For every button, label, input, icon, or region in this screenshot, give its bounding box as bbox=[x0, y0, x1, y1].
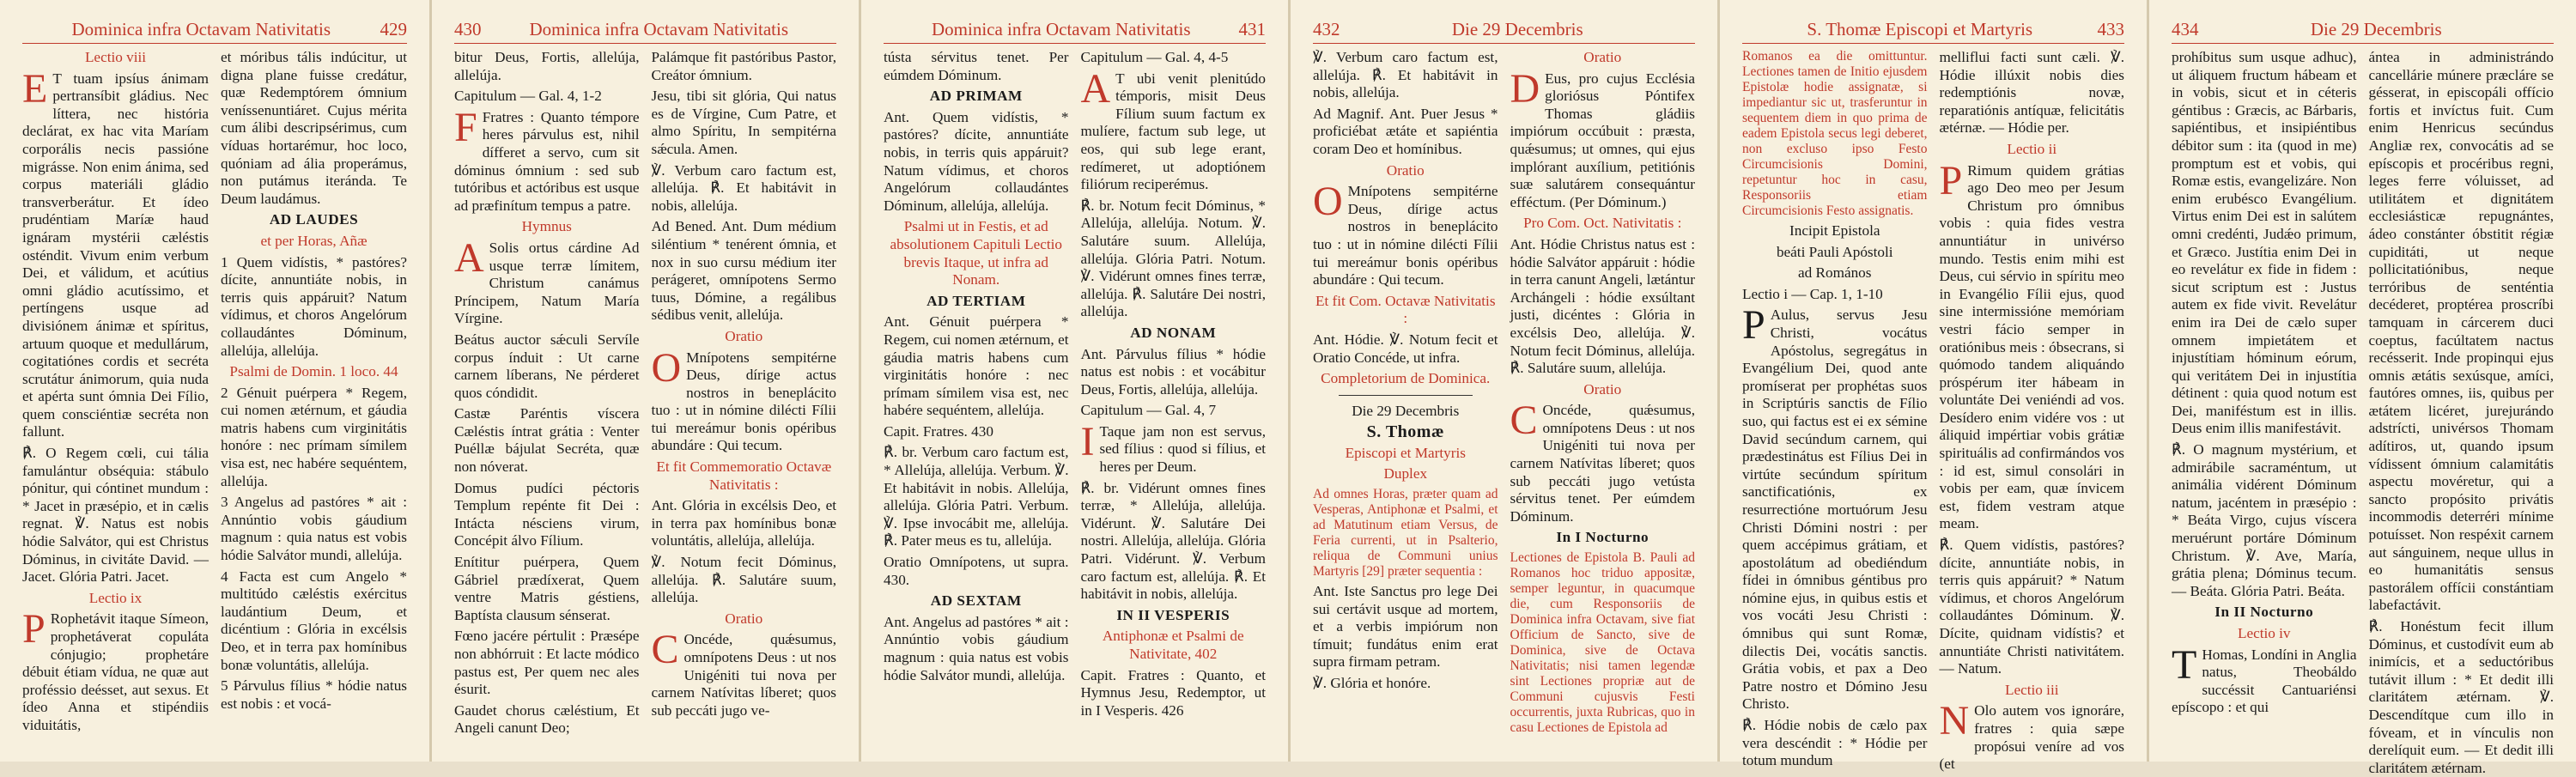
rubric-heading: Lectio viii bbox=[84, 49, 147, 65]
page-432 bbox=[1288, 0, 1717, 762]
drop-cap: P bbox=[1939, 157, 1963, 203]
drop-cap: A bbox=[1080, 65, 1111, 112]
paragraph-with-initial bbox=[454, 234, 640, 328]
paragraph-with-initial bbox=[1742, 302, 1928, 713]
rubric-heading: Psalmi ut in Festis, et ad absolutionem Capituli Lectio brevis Itaque, ut infra ad Nonam. bbox=[890, 218, 1062, 288]
drop-cap: P bbox=[1742, 302, 1765, 349]
text-column bbox=[2368, 49, 2555, 776]
page-433 bbox=[1717, 0, 2147, 773]
running-header bbox=[884, 19, 1266, 44]
rubric-heading: Oratio bbox=[1386, 161, 1425, 179]
paragraph: Gaudet chorus cæléstium, Et Angeli canunt Deo; bbox=[454, 701, 640, 737]
paragraph: Capitulum — Gal. 4, 7 bbox=[1080, 402, 1217, 419]
paragraph: Ant. Angelus ad pastóres * ait : Annúntio vobis gáudium magnum : quia natus est vobis hódie Salvátor mundi, allelúja. bbox=[884, 613, 1069, 683]
drop-cap: F bbox=[454, 104, 477, 150]
section-heading: AD SEXTAM bbox=[930, 592, 1022, 610]
rubric-heading: Psalmi de Domin. 1 loco. 44 bbox=[229, 363, 398, 380]
section-rule bbox=[1339, 395, 1473, 396]
rubric-heading: Pro Com. Oct. Nativitatis : bbox=[1523, 215, 1682, 232]
paragraph: Beátus auctor sǽculi Servíle corpus índuit : Ut carne carnem líberans, Ne pérderet quos cóndidit. bbox=[454, 331, 640, 401]
paragraph: Lectio i — Cap. 1, 1-10 bbox=[1742, 285, 1883, 302]
rubric-heading: et per Horas, Añæ bbox=[260, 232, 368, 249]
paragraph: Ant. Génuit puérpera * Regem, cui nomen ætérnum, et gáudia matris habens cum virginitátis honóre : nec prímam símilem visa est, nec habére sequéntem, allelúja. bbox=[884, 313, 1069, 419]
header-title: Dominica infra Octavam Nativitatis bbox=[932, 19, 1191, 39]
paragraph-with-initial bbox=[1939, 157, 2125, 533]
paragraph-with-initial bbox=[454, 104, 640, 215]
paragraph: bitur Deus, Fortis, allelúja, allelúja. bbox=[454, 49, 640, 83]
paragraph-with-initial bbox=[1080, 418, 1267, 477]
rubric-heading: Et fit Com. Octavæ Nativitatis : bbox=[1315, 292, 1496, 327]
rubric-note: Lectiones de Epistola B. Pauli ad Romanos hoc triduo appositæ, semper leguntur, in quacumque die, cum Responsoriis de Dominica infra Octavam, sive fiat Officium de Sancto, sive de Dominica, sive de Octava Nativitatis; nisi tamen legendæ sint Lectiones propriæ aut de Communi cujusvis Festi occurrentis, juxta Rubricas, quo in casu Lectiones de Epistola ad bbox=[1510, 550, 1695, 736]
paragraph: Ant. Hódie. ℣. Notum fecit et Oratio Concéde, ut infra. bbox=[1313, 331, 1498, 366]
rubric-heading: Lectio iv bbox=[2237, 625, 2291, 641]
paragraph: ℟. Quem vidístis, pastóres? dícite, annuntiáte nobis, in terris quis appáruit? * Natum vídimus, et choros Angelórum collaudántes Dóminum. ℣. Dícite, quidnam vidístis? et annuntiáte Christi nativitátem. — Natum. bbox=[1939, 537, 2124, 677]
paragraph: Castæ Paréntis víscera Cæléstis íntrat grátia : Venter Puéllæ bájulat Secréta, quæ non nóverat. bbox=[454, 405, 640, 476]
centered-title: Die 29 Decembris bbox=[1352, 402, 1460, 419]
running-header bbox=[22, 19, 407, 44]
header-title: Die 29 Decembris bbox=[2310, 19, 2442, 39]
paragraph-text: Solis ortus cárdine Ad usque terræ límitem, Christum canámus Príncipem, Natum María Vírgine. bbox=[454, 239, 640, 327]
rubric-heading: Oratio bbox=[725, 327, 763, 344]
running-header bbox=[1313, 19, 1695, 44]
page-number: 434 bbox=[2172, 19, 2199, 39]
section-heading: IN II VESPERIS bbox=[1116, 606, 1230, 623]
paragraph-with-initial bbox=[2172, 641, 2357, 717]
drop-cap: P bbox=[22, 606, 46, 653]
paragraph-text: Mnípotens sempitérne Deus, dírige actus nostros in beneplácito tuo : ut in nómine dilécti Fílii tui mereámur bonis opéribus abundáre : Qui tecum. bbox=[1313, 183, 1498, 288]
paragraph-text: Taque jam non est servus, sed fílius : quod si fílius, et heres per Deum. bbox=[1099, 422, 1266, 476]
centered-title: Incipit Epistola bbox=[1789, 222, 1880, 239]
paragraph: Oratio Omnípotens, ut supra. 430. bbox=[884, 554, 1069, 588]
paragraph: prohíbitus sum usque adhuc), ut áliquem fructum hábeam et in vobis, sicut et in céteris géntibus : Græcis, ac Bárbaris, sapiéntibus, et insipiéntibus débitor sum : ita (quod in me) promptum est et vobis, qui Romæ estis, evangelizáre. Non enim erubésco Evangélium. Virtus enim Dei est in salútem omni credénti, Judǽo primum, et Græco. Justítia enim Dei in eo revelátur ex fide in fidem : sicut scriptum est : Justus autem ex fide vivit. Revelátur enim ira Dei de cælo super omnem impietátem et injustítiam hóminum eórum, qui veritátem Dei in injustítia détinent : quia quod notum est Dei, maniféstum est in illis. Deus enim illis manifestávit. bbox=[2172, 49, 2357, 437]
header-title: Dominica infra Octavam Nativitatis bbox=[71, 19, 331, 39]
text-column bbox=[454, 49, 640, 753]
header-title: Die 29 Decembris bbox=[1451, 19, 1583, 39]
rubric-heading: Lectio ix bbox=[88, 589, 143, 606]
paragraph-with-initial bbox=[1080, 65, 1267, 194]
drop-cap: N bbox=[1939, 698, 1970, 744]
rubric-heading: Oratio bbox=[1583, 380, 1622, 398]
rubric-heading: Completorium de Dominica. bbox=[1321, 370, 1491, 387]
page-number: 431 bbox=[1238, 19, 1266, 39]
rubric-heading: Et fit Commemoratio Octavæ Nativitatis : bbox=[656, 458, 832, 493]
drop-cap: O bbox=[651, 344, 682, 391]
header-title: Dominica infra Octavam Nativitatis bbox=[529, 19, 788, 39]
rubric-heading: Antiphonæ et Psalmi de Nativitate, 402 bbox=[1102, 628, 1244, 662]
paragraph-with-initial bbox=[1313, 179, 1498, 289]
paragraph: ℟. O Regem cœli, cui tália famulántur obséquia: stábulo pónitur, qui cóntinet mundum : * Jacet in præsépio, et in cælis regnat. ℣. Natus est nobis hódie Salvátor, qui est Christus Dóminus, in civitáte David. — Jacet. Glória Patri. Jacet. bbox=[22, 445, 209, 586]
text-column bbox=[652, 49, 837, 753]
paragraph: Ant. Glória in excélsis Deo, et in terra pax homínibus bonæ voluntátis, allelúja, allelúja. bbox=[651, 497, 836, 549]
feast-title: S. Thomæ bbox=[1366, 422, 1444, 442]
paragraph: ℟. br. Verbum caro factum est, * Allelúja, allelúja. Verbum. ℣. Et habitávit in nobis. Allelúja, allelúja. Glória Patri. Verbum. ℣. Ipse invocábit me, allelúja. ℟. Pater meus es tu, allelúja. bbox=[884, 444, 1069, 549]
paragraph-text: Aulus, servus Jesu Christi, vocátus Apóstolus, segregátus in Evangélium Dei, quod ante promíserat per prophétas suos in Scriptúris sanctis de Fílio suo, qui factus est ei ex sémine David secúndum carnem, qui prædestinátus est Fílius Dei in virtúte secúndum spíritum sanctificatiónis, ex resurrectióne mortuórum Jesu Christi Dómini nostri : per quem accépimus grátiam, et apostolátum ad obediéndum fídei in ómnibus géntibus pro nómine ejus, in quibus estis et vos vocáti Jesu Christi : ómnibus qui sunt Romæ, dilectis Dei, vocátis sanctis. Grátia vobis, et pax a Deo Patre nostro et Dómino Jesu Christo. bbox=[1742, 307, 1928, 713]
paragraph-with-initial bbox=[651, 344, 837, 456]
paragraph: 5 Párvulus fílius * hódie natus est nobis : et vocá- bbox=[221, 677, 407, 712]
paragraph: melliflui facti sunt cæli. ℣. Hódie illúxit nobis dies redemptiónis novæ, reparatiónis antíquæ, felicitátis ætérnæ. — Hódie per. bbox=[1939, 49, 2124, 137]
section-heading: AD TERTIAM bbox=[927, 292, 1026, 309]
paragraph: Ant. Párvulus fílius * hódie natus est nobis : et vocábitur Deus, Fortis, allelúja, allelúja. bbox=[1080, 345, 1266, 398]
paragraph: ℣. Notum fecit Dóminus, allelúja. ℟. Salutáre suum, allelúja. bbox=[651, 554, 836, 606]
paragraph: Jesu, tibi sit glória, Qui natus es de Vírgine, Cum Patre, et almo Spíritu, In sempitérna sǽcula. Amen. bbox=[651, 88, 836, 157]
paragraph: Ant. Quem vidístis, * pastóres? dícite, annuntiáte nobis, in terris quis appáruit? Natum vídimus, et choros Angelórum collaudántes Dóminum, allelúja, allelúja. bbox=[884, 108, 1069, 214]
paragraph-text: Oncéde, quǽsumus, omnípotens Deus : ut nos Unigéniti tui nova per carnem Natívitas líberet; quos sub peccáti jugo vetústa sérvitus tenet. Per eúmdem Dóminum. bbox=[1510, 402, 1695, 525]
centered-title: beáti Pauli Apóstoli bbox=[1776, 243, 1893, 260]
page-430 bbox=[429, 0, 859, 762]
paragraph: Palámque fit pastóribus Pastor, Creátor ómnium. bbox=[651, 49, 836, 83]
paragraph: 2 Génuit puérpera * Regem, cui nomen ætérnum, et gáudia matris habens cum virginitátis honóre : nec prímam símilem visa est, nec habére sequéntem, allelúja. bbox=[221, 384, 407, 489]
paragraph: 3 Angelus ad pastóres * ait : Annúntio vobis gáudium magnum : quia natus est vobis hódie Salvátor mundi, allelúja. bbox=[221, 494, 407, 564]
paragraph-with-initial bbox=[1939, 698, 2125, 773]
paragraph-text: Mnípotens sempitérne Deus, dírige actus nostros in beneplácito tuo : ut in nómine dilécti Fílii tui mereámur bonis opéribus abundáre : Qui tecum. bbox=[651, 349, 836, 454]
rubric-heading: Lectio iii bbox=[2004, 681, 2059, 698]
paragraph: ℟. Hódie nobis de cælo pax vera descéndit : * Hódie per totum mundum bbox=[1742, 717, 1928, 769]
rubric-heading: Hymnus bbox=[521, 218, 572, 235]
page-434 bbox=[2147, 0, 2576, 776]
rubric-heading: Oratio bbox=[725, 610, 763, 627]
rubric-heading: Lectio ii bbox=[2007, 140, 2057, 157]
rubric-note: Ad omnes Horas, præter quam ad Vesperas, Antiphonæ et Psalmi, et ad Matutinum etiam Versus, de Feria currenti, ut in Psalterio, reliqua de Communi unius Martyris [29] præter sequentia : bbox=[1313, 487, 1498, 580]
text-column bbox=[1510, 49, 1696, 753]
paragraph-text: Oncéde, quǽsumus, omnípotens Deus : ut nos Unigéniti tui nova per carnem Natívitas líberet; quos sub peccáti jugo ve- bbox=[651, 631, 836, 719]
text-column bbox=[1081, 49, 1267, 753]
header-title: S. Thomæ Episcopi et Martyris bbox=[1807, 19, 2033, 39]
page-number: 430 bbox=[454, 19, 482, 39]
rubric-heading: Oratio bbox=[1583, 49, 1622, 65]
paragraph-text: Homas, Londíni in Anglia natus, Theobáldo succéssit Cantuariénsi epíscopo : et qui bbox=[2172, 646, 2357, 716]
centered-title: ad Romános bbox=[1798, 264, 1872, 282]
paragraph: Domus pudíci péctoris Templum repénte fit Dei : Intácta nésciens virum, Concépit álvo Fílium. bbox=[454, 479, 640, 549]
drop-cap: O bbox=[1313, 179, 1343, 225]
drop-cap: E bbox=[22, 65, 48, 112]
rubric-note: Romanos ea die omittuntur. Lectiones tamen de Initio ejusdem Epistolæ hodie assignatæ, si impediantur sic ut, trasferuntur in sequentem diem in quo prima de eadem Epistola secus legi deberet, non excluso ipso Festo Circumcisionis Domini, repetuntur hoc in casu, Responsoriis etiam Circumcisionis Festo assignatis. bbox=[1742, 49, 1928, 218]
text-column bbox=[22, 49, 209, 753]
paragraph: Capitulum — Gal. 4, 4-5 bbox=[1080, 49, 1229, 65]
section-heading: AD NONAM bbox=[1130, 324, 1217, 341]
rubric-heading: Duplex bbox=[1383, 465, 1428, 483]
paragraph: Capit. Fratres. 430 bbox=[884, 422, 993, 440]
section-heading: In II Nocturno bbox=[2215, 604, 2314, 621]
paragraph: ℣. Verbum caro factum est, allelúja. ℟. Et habitávit in nobis, allelúja. bbox=[1313, 49, 1498, 101]
paragraph: Capit. Fratres : Quanto, et Hymnus Jesu, Redemptor, ut in I Vesperis. 426 bbox=[1080, 666, 1266, 719]
page-number: 432 bbox=[1313, 19, 1340, 39]
running-header bbox=[454, 19, 836, 44]
paragraph: et móribus tális indúcitur, ut digna plane fuisse credátur, quæ Redemptórem ómnium veníssenuntiáret. Cujus mérita cum álibi descripsérimus, cum víduas hortarémur, hoc loco, quóniam ad ália properámus, non putámus iteránda. Te Deum laudámus. bbox=[221, 49, 407, 207]
paragraph-text: Eus, pro cujus Ecclésia gloriósus Póntifex Thomas gládiis impiórum occúbuit : præsta, quǽsumus; ut omnes, qui ejus implórant auxílium, petitiónis suæ salutárem consequántur efféctum. (Per Dóminum.) bbox=[1510, 70, 1695, 210]
section-heading: AD LAUDES bbox=[269, 211, 359, 228]
paragraph: Enítitur puérpera, Quem Gábriel prædíxerat, Quem ventre Matris géstiens, Baptísta clausum sénserat. bbox=[454, 554, 640, 623]
rubric-heading: Episcopi et Martyris bbox=[1345, 444, 1466, 461]
running-header bbox=[2172, 19, 2554, 44]
paragraph-text: T ubi venit plenitúdo témporis, misit Deus Fílium suum factum ex mulíere, factum sub lege, ut eos, qui sub lege erant, redímeret, ut adoptiónem filiórum reciperémus. bbox=[1080, 70, 1266, 193]
section-heading: AD PRIMAM bbox=[929, 88, 1023, 105]
section-heading: In I Nocturno bbox=[1556, 529, 1649, 546]
paragraph: Fœno jacére pértulit : Præsépe non abhórruit : Et lacte módico pastus est, Per quem nec ales ésurit. bbox=[454, 628, 640, 698]
page-431 bbox=[859, 0, 1288, 762]
paragraph: ℣. Verbum caro factum est, allelúja. ℟. Et habitávit in nobis, allelúja. bbox=[651, 161, 836, 214]
drop-cap: C bbox=[1510, 398, 1538, 444]
paragraph: ℟. Honéstum fecit illum Dóminus, et custodívit eum ab inimícis, et a seductóribus tutávit illum : * Et dedit illi claritátem ætérnam. ℣. Descendítque cum illo in fóveam, et in vínculis non derelíquit eum. — Et dedit illi claritátem ætérnam. bbox=[2368, 618, 2554, 776]
running-header bbox=[1742, 19, 2124, 44]
paragraph-text: Olo autem vos ignoráre, fratres : quia sæpe propósui veníre ad vos (et bbox=[1939, 702, 2124, 773]
drop-cap: T bbox=[2172, 641, 2197, 688]
paragraph-with-initial bbox=[651, 627, 837, 719]
paragraph: ℟. br. Notum fecit Dóminus, * Allelúja, allelúja. Notum. ℣. Salutáre suum. Allelúja, allelúja. Glória Patri. Notum. ℣. Vidérunt omnes fines terræ, allelúja. ℟. Salutáre Dei nostri, allelúja. bbox=[1080, 197, 1266, 320]
text-column bbox=[1313, 49, 1498, 753]
drop-cap: D bbox=[1510, 65, 1540, 112]
paragraph: 4 Facta est cum Angelo * multitúdo cæléstis exércitus laudántium Deum, et dicéntium : Glória in excélsis Deo, et in terra pax homínibus bonæ voluntátis, allelúja. bbox=[221, 568, 407, 673]
page-number: 433 bbox=[2097, 19, 2124, 39]
paragraph-with-initial bbox=[22, 65, 209, 441]
paragraph-text: Rophetávit itaque Símeon, prophetáverat copuláta cónjugio; prophetáre débuit étiam vídua, ne quæ aut proféssio deésset, aut sexus. Et ídeo Anna et stipéndiis viduitátis, bbox=[22, 610, 209, 733]
paragraph: Ant. Hódie Christus natus est : hódie Salvátor appáruit : hódie in terra canunt Angeli, lætántur Archángeli : hódie exsúltant justi, dicéntes : Glória in excélsis Deo, allelúja. ℣. Notum fecit Dóminus, allelúja. ℟. Salutáre suum, allelúja. bbox=[1510, 235, 1695, 377]
paragraph: Capitulum — Gal. 4, 1-2 bbox=[454, 88, 602, 105]
drop-cap: I bbox=[1080, 418, 1095, 464]
paragraph-with-initial bbox=[1510, 65, 1696, 212]
text-column bbox=[2172, 49, 2357, 753]
paragraph-with-initial bbox=[1510, 398, 1696, 525]
drop-cap: A bbox=[454, 234, 484, 281]
paragraph: ℟. br. Vidérunt omnes fines terræ, * Allelúja, allelúja. Vidérunt. ℣. Salutáre Dei nostri. Allelúja, allelúja. Glória Patri. Vidérunt. ℣. Verbum caro factum est, allelúja. ℟. Et habitávit in nobis, allelúja. bbox=[1080, 479, 1266, 603]
text-column bbox=[884, 49, 1069, 753]
paragraph-with-initial bbox=[22, 606, 209, 734]
paragraph-text: T tuam ipsíus ánimam pertransíbit gládius. Nec líttera, nec história declárat, ex hac vita Maríam corporális necis passióne migrásse. Non enim ánima, sed corpus materiáli gládio transverberátur. Et ídeo prudéntiam Maríæ haud ignáram mystérii cæléstis osténdit. Vivum enim verbum Dei, et válidum, et acútius omni gládio acutíssimo, et pertíngens usque ad divisiónem ánimæ et spíritus, artuum quoque et medullárum, cogitatiónes cordis et secréta scrutátur ánimorum, quia nuda et apérta sunt ómnia Dei Fílio, quem consciéntiæ secréta non fallunt. bbox=[22, 70, 209, 440]
text-column bbox=[1939, 49, 2125, 773]
text-column bbox=[1742, 49, 1928, 769]
paragraph: Ad Magnif. Ant. Puer Jesus * proficiébat ætáte et sapiéntia coram Deo et homínibus. bbox=[1313, 105, 1498, 157]
paragraph: ℟. O magnum mystérium, et admirábile sacraméntum, ut animália vidérent Dóminum natum, jacéntem in præsépio : * Beáta Virgo, cujus víscera meruérunt portáre Dóminum Christum. ℣. Ave, María, grátia plena; Dóminus tecum. — Beáta. Glória Patri. Beáta. bbox=[2172, 441, 2357, 599]
paragraph: ℣. Glória et honóre. bbox=[1313, 675, 1431, 692]
paragraph: ántea in administrándo cancellárie múnere præclárе se gésserat, in episcopáli offício fortis et invíctus fuit. Cum enim Henricus secúndus Angliæ rex, convocátis ad se epíscopis et procéribus regni, leges ferre vóluisset, ad utilitátem et dignitátem ecclesiásticæ repugnántes, ádeo constánter óbstitit régiæ cupiditáti, ut neque pollicitatiónibus, neque terróribus de senténtia decéderet, proptérea proscríbi tamquam in cárcerem duci coeptus, facúltatem nactus recésserit. Inde propinqui ejus omnis ætátis sexúsque, amíci, fautóres omnes, iis, quibus per ætátem licéret, jurejurándo adstrícti, univérsos Thomam adítiros, ut, quando ipsum vídissent ómnium calamitátis aspectu movéretur, qui a sancto propósito privátis incommodis deterréri mínime potuísset. Non respéxit carnem aut sánguinem, neque ullus in eo humanitátis sensus pastorálem offícii constántiam labefactávit. bbox=[2368, 49, 2554, 614]
paragraph: 1 Quem vidístis, * pastóres? dícite, annuntiáte nobis, in terris quis appáruit? Natum vídimus, et choros Angelórum collaudántes Dóminum, allelúja, allelúja. bbox=[221, 253, 407, 359]
page-number: 429 bbox=[380, 19, 407, 39]
text-column bbox=[221, 49, 407, 753]
paragraph: Ad Bened. Ant. Dum médium siléntium * tenérent ómnia, et nox in suo cursu médium iter perágeret, omnípotens Sermo tuus, Dómine, a regálibus sédibus venit, allelúja. bbox=[651, 218, 836, 324]
paragraph: tústa sérvitus tenet. Per eúmdem Dóminum. bbox=[884, 49, 1069, 83]
paragraph: Ant. Iste Sanctus pro lege Dei sui certávit usque ad mortem, et a verbis impiórum non tímuit; fundátus enim erat supra firmam petram. bbox=[1313, 583, 1498, 671]
drop-cap: C bbox=[651, 627, 679, 673]
page-429 bbox=[0, 0, 429, 762]
paragraph-text: Fratres : Quanto témpore heres párvulus est, nihil dífferet a servo, cum sit dóminus ómnium : sed sub tutóribus et actóribus est usque ad præfinítum tempus a patre. bbox=[454, 108, 640, 214]
paragraph-text: Rimum quidem grátias ago Deo meo per Jesum Christum pro ómnibus vobis : quia fides vestra annuntiátur in univérso mundo. Testis enim mihi est Deus, cui sérvio in spíritu meo in Evangélio Fílii ejus, quod sine intermissióne memóriam vestri fácio semper in oratiónibus meis : óbsecrans, si quómodo tandem aliquándo próspérum iter hábeam in voluntáte Dei veniéndi ad vos. Desídero enim vidére vos : ut áliquid impértiar vobis grátiæ spirituális ad confirmándos vos : id est, simul consolári in vobis per eam, quæ ínvicem est, fidem vestram atque meam. bbox=[1939, 161, 2124, 532]
